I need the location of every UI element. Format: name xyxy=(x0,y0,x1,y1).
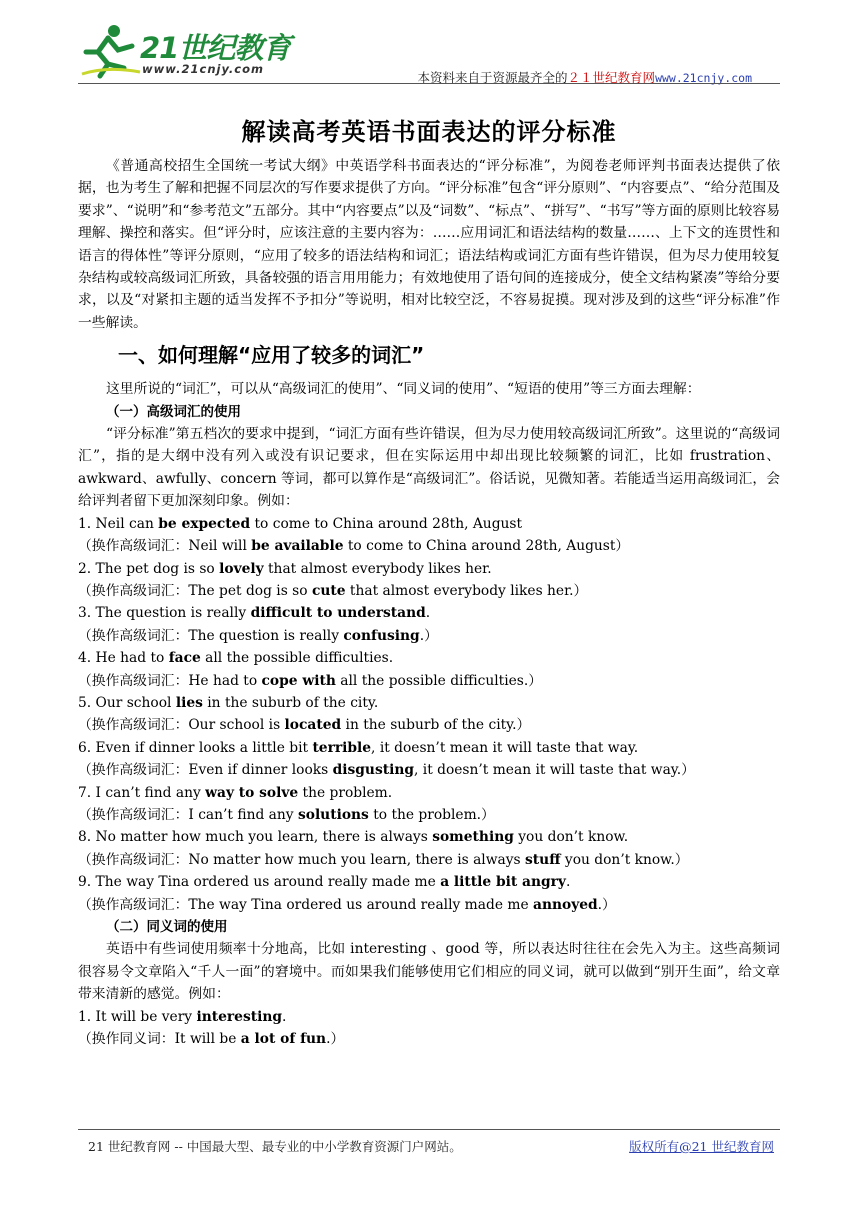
footer-site-description: 21 世纪教育网 -- 中国最大型、最专业的中小学教育资源门户网站。 xyxy=(88,1139,462,1154)
logo-url: www.21cnjy.com xyxy=(142,62,264,76)
example-replacement: （换作高级词汇：He had to cope with all the possible difficulties.） xyxy=(78,672,543,689)
example-original: 3. The question is really difficult to understand. xyxy=(78,605,431,622)
example-replacement: （换作高级词汇：The way Tina ordered us around really made me annoyed.） xyxy=(78,896,616,913)
example-replacement: （换作同义词：It will be a lot of fun.） xyxy=(78,1031,345,1048)
example-original: 4. He had to face all the possible difficulties. xyxy=(78,650,394,667)
example-replacement: （换作高级词汇：No matter how much you learn, there is always stuff you don’t know.） xyxy=(78,851,689,868)
logo-text: 21世纪教育 xyxy=(140,31,291,65)
example-original: 2. The pet dog is so lovely that almost everybody likes her. xyxy=(78,560,492,577)
footer-copyright-link[interactable]: 版权所有@21 世纪教育网 xyxy=(629,1139,774,1154)
example-replacement: （换作高级词汇：Even if dinner looks disgusting, it doesn’t mean it will taste that way.） xyxy=(78,762,695,779)
subsection-paragraph-advanced-vocab: “评分标准”第五档次的要求中提到，“词汇方面有些许错误，但为尽力使用较高级词汇所致”。这里说的“高级词汇”，指的是大纲中没有列入或没有识记要求，但在实际运用中却出现比较频繁的词汇，比如 frustration、awkward、awfully、concern 等词，都可以算作是“高级词汇”。俗话说，见微知著。若能适当运用高级词汇，会给评判者留下更加深刻印象。例如： xyxy=(78,426,780,510)
page-title: 解读高考英语书面表达的评分标准 xyxy=(241,118,617,146)
example-original: 7. I can’t find any way to solve the problem. xyxy=(78,784,393,801)
header-divider xyxy=(78,83,780,84)
header-note-url[interactable]: www.21cnjy.com xyxy=(655,71,752,85)
footer-divider xyxy=(78,1129,780,1130)
runner-icon xyxy=(78,22,148,80)
examples-list xyxy=(78,513,780,916)
subsection-heading-advanced-vocab: （一）高级词汇的使用 xyxy=(106,403,241,420)
example-original: 6. Even if dinner looks a little bit terrible, it doesn’t mean it will taste that way. xyxy=(78,739,639,756)
example-original: 5. Our school lies in the suburb of the city. xyxy=(78,694,379,711)
page-header xyxy=(78,20,780,84)
example-original: 9. The way Tina ordered us around really made me a little bit angry. xyxy=(78,874,571,891)
example-original: 1. It will be very interesting. xyxy=(78,1008,287,1025)
example-original: 1. Neil can be expected to come to China around 28th, August xyxy=(78,515,523,532)
example-original: 8. No matter how much you learn, there is always something you don’t know. xyxy=(78,829,629,846)
subsection-heading-synonyms: （二）同义词的使用 xyxy=(106,919,228,935)
document-body xyxy=(78,112,780,1050)
example-replacement: （换作高级词汇：Our school is located in the suburb of the city.） xyxy=(78,717,531,734)
site-logo[interactable] xyxy=(78,20,318,80)
section-heading: 一、如何理解“应用了较多的词汇” xyxy=(118,343,425,368)
example-replacement: （换作高级词汇：I can’t find any solutions to the problem.） xyxy=(78,806,495,823)
intro-paragraph: 《普通高校招生全国统一考试大纲》中英语学科书面表达的“评分标准”，为阅卷老师评判书面表达提供了依据，也为考生了解和把握不同层次的写作要求提供了方向。“评分标准”包含“评分原则”、“内容要点”、“给分范围及要求”、“说明”和“参考范文”五部分。其中“内容要点”以及“词数”、“标点”、“拼写”、“书写”等方面的原则比较容易理解、操控和落实。但“评分时，应该注意的主要内容为：……应用词汇和语法结构的数量……、上下文的连贯性和语言的得体性”等评分原则，“应用了较多的语法结构和词汇；语法结构或词汇方面有些许错误，但为尽力使用较复杂结构或较高级词汇所致，具备较强的语言用用能力；有效地使用了语句间的连接成分，使全文结构紧凑”等给分要求，以及“对紧扣主题的适当发挥不予扣分”等说明，相对比较空泛，不容易捉摸。现对涉及到的这些“评分标准”作一些解读。 xyxy=(78,158,780,331)
section-intro: 这里所说的“词汇”，可以从“高级词汇的使用”、“同义词的使用”、“短语的使用”等三方面去理解： xyxy=(106,381,701,398)
example-replacement: （换作高级词汇：The question is really confusing.） xyxy=(78,627,438,644)
header-note-prefix: 本资料来自于资源最齐全的 xyxy=(417,70,568,85)
example-replacement: （换作高级词汇：The pet dog is so cute that almost everybody likes her.） xyxy=(78,582,588,599)
header-note-site: ２１世纪教育网 xyxy=(567,70,656,85)
example-replacement: （换作高级词汇：Neil will be available to come to China around 28th, August） xyxy=(78,538,630,555)
subsection-paragraph-synonyms: 英语中有些词使用频率十分地高，比如 interesting 、good 等，所以表达时往往在会先入为主。这些高频词很容易令文章陷入“千人一面”的窘境中。而如果我们能够使用它们相应的同义词，就可以做到“别开生面”，给文章带来清新的感觉。例如： xyxy=(78,941,780,1003)
